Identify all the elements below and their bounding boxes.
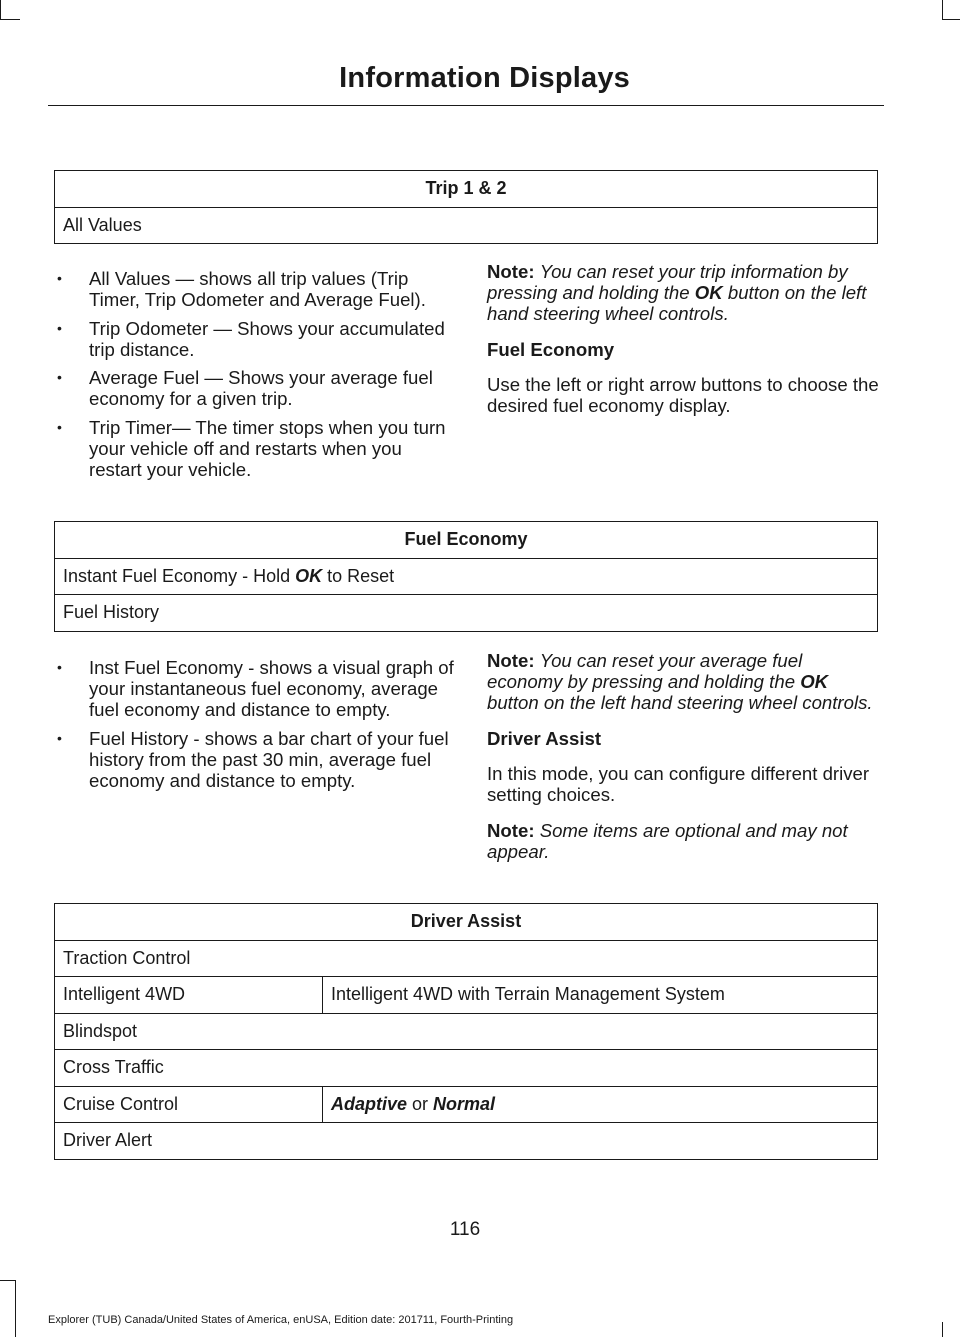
section-heading-driver-assist: Driver Assist [487, 728, 602, 749]
table-cell: All Values [55, 207, 878, 244]
table-row [55, 1013, 878, 1050]
crop-mark-bottom-left-vertical [15, 1280, 16, 1337]
driver-note [487, 820, 880, 862]
table-row [55, 171, 878, 208]
note-label: Note: [487, 820, 535, 841]
table-cell: Instant Fuel Economy - Hold OK to Reset [55, 558, 878, 595]
note-text: You can reset your average fuel economy by pressing and holding the OK button on the left hand steering wheel controls. [487, 650, 873, 713]
driver-assist-paragraph: In this mode, you can configure different driver setting choices. [487, 763, 870, 805]
fuel-note [487, 650, 880, 713]
table-cell: Driver Alert [55, 1123, 878, 1160]
table-header: Trip 1 & 2 [55, 171, 878, 208]
crop-mark-top-left-vertical [0, 0, 1, 20]
trip-table [54, 170, 878, 244]
table-row [55, 207, 878, 244]
note-label: Note: [487, 261, 535, 282]
table-cell: Blindspot [55, 1013, 878, 1050]
table-cell: Traction Control [55, 940, 878, 977]
list-item: • Inst Fuel Economy - shows a visual graph of your instantaneous fuel economy, average fuel economy and distance to empty. [54, 657, 454, 720]
header-divider [48, 105, 884, 106]
fuel-right-column [487, 650, 880, 877]
table-cell: Intelligent 4WD with Terrain Management System [323, 977, 878, 1014]
crop-mark-bottom-left-horizontal [0, 1280, 16, 1281]
crop-mark-top-right-vertical [942, 0, 943, 20]
table-header: Fuel Economy [55, 522, 878, 559]
trip-bullets-column [54, 268, 454, 487]
table-cell: Fuel History [55, 595, 878, 632]
crop-mark-bottom-right-vertical [942, 1322, 943, 1337]
note-text: You can reset your trip information by pressing and holding the OK button on the left hand steering wheel controls. [487, 261, 867, 324]
table-cell: Intelligent 4WD [55, 977, 323, 1014]
list-item: • Trip Odometer — Shows your accumulated trip distance. [54, 318, 454, 360]
list-item: • Trip Timer— The timer stops when you turn your vehicle off and restarts when you restart your vehicle. [54, 417, 454, 480]
table-row [55, 1086, 878, 1123]
trip-note [487, 261, 880, 324]
table-cell: Adaptive or Normal [323, 1086, 878, 1123]
crop-mark-top-right-horizontal [942, 19, 960, 20]
table-header: Driver Assist [55, 904, 878, 941]
table-row [55, 1123, 878, 1160]
table-row [55, 522, 878, 559]
trip-right-column [487, 261, 880, 431]
section-heading-fuel-economy: Fuel Economy [487, 339, 615, 360]
footer-edition-info: Explorer (TUB) Canada/United States of America, enUSA, Edition date: 201711, Fourth-Printing [48, 1314, 514, 1326]
driver-assist-table [54, 903, 878, 1160]
table-cell: Cruise Control [55, 1086, 323, 1123]
fuel-bullet-list [54, 657, 454, 791]
page-title: Information Displays [339, 62, 630, 94]
table-cell: Cross Traffic [55, 1050, 878, 1087]
list-item: • All Values — shows all trip values (Trip Timer, Trip Odometer and Average Fuel). [54, 268, 454, 310]
crop-mark-top-left-horizontal [0, 19, 20, 20]
table-row [55, 558, 878, 595]
list-item: • Fuel History - shows a bar chart of your fuel history from the past 30 min, average fuel economy and distance to empty. [54, 728, 454, 791]
fuel-bullets-column [54, 657, 454, 798]
fuel-economy-table [54, 521, 878, 632]
table-row [55, 1050, 878, 1087]
trip-bullet-list [54, 268, 454, 480]
page-number: 116 [449, 1219, 481, 1240]
list-item: • Average Fuel — Shows your average fuel economy for a given trip. [54, 367, 454, 409]
fuel-economy-paragraph: Use the left or right arrow buttons to choose the desired fuel economy display. [487, 374, 879, 416]
note-label: Note: [487, 650, 535, 671]
note-text: Some items are optional and may not appear. [487, 820, 848, 862]
table-row [55, 940, 878, 977]
table-row [55, 977, 878, 1014]
table-row [55, 904, 878, 941]
table-row [55, 595, 878, 632]
